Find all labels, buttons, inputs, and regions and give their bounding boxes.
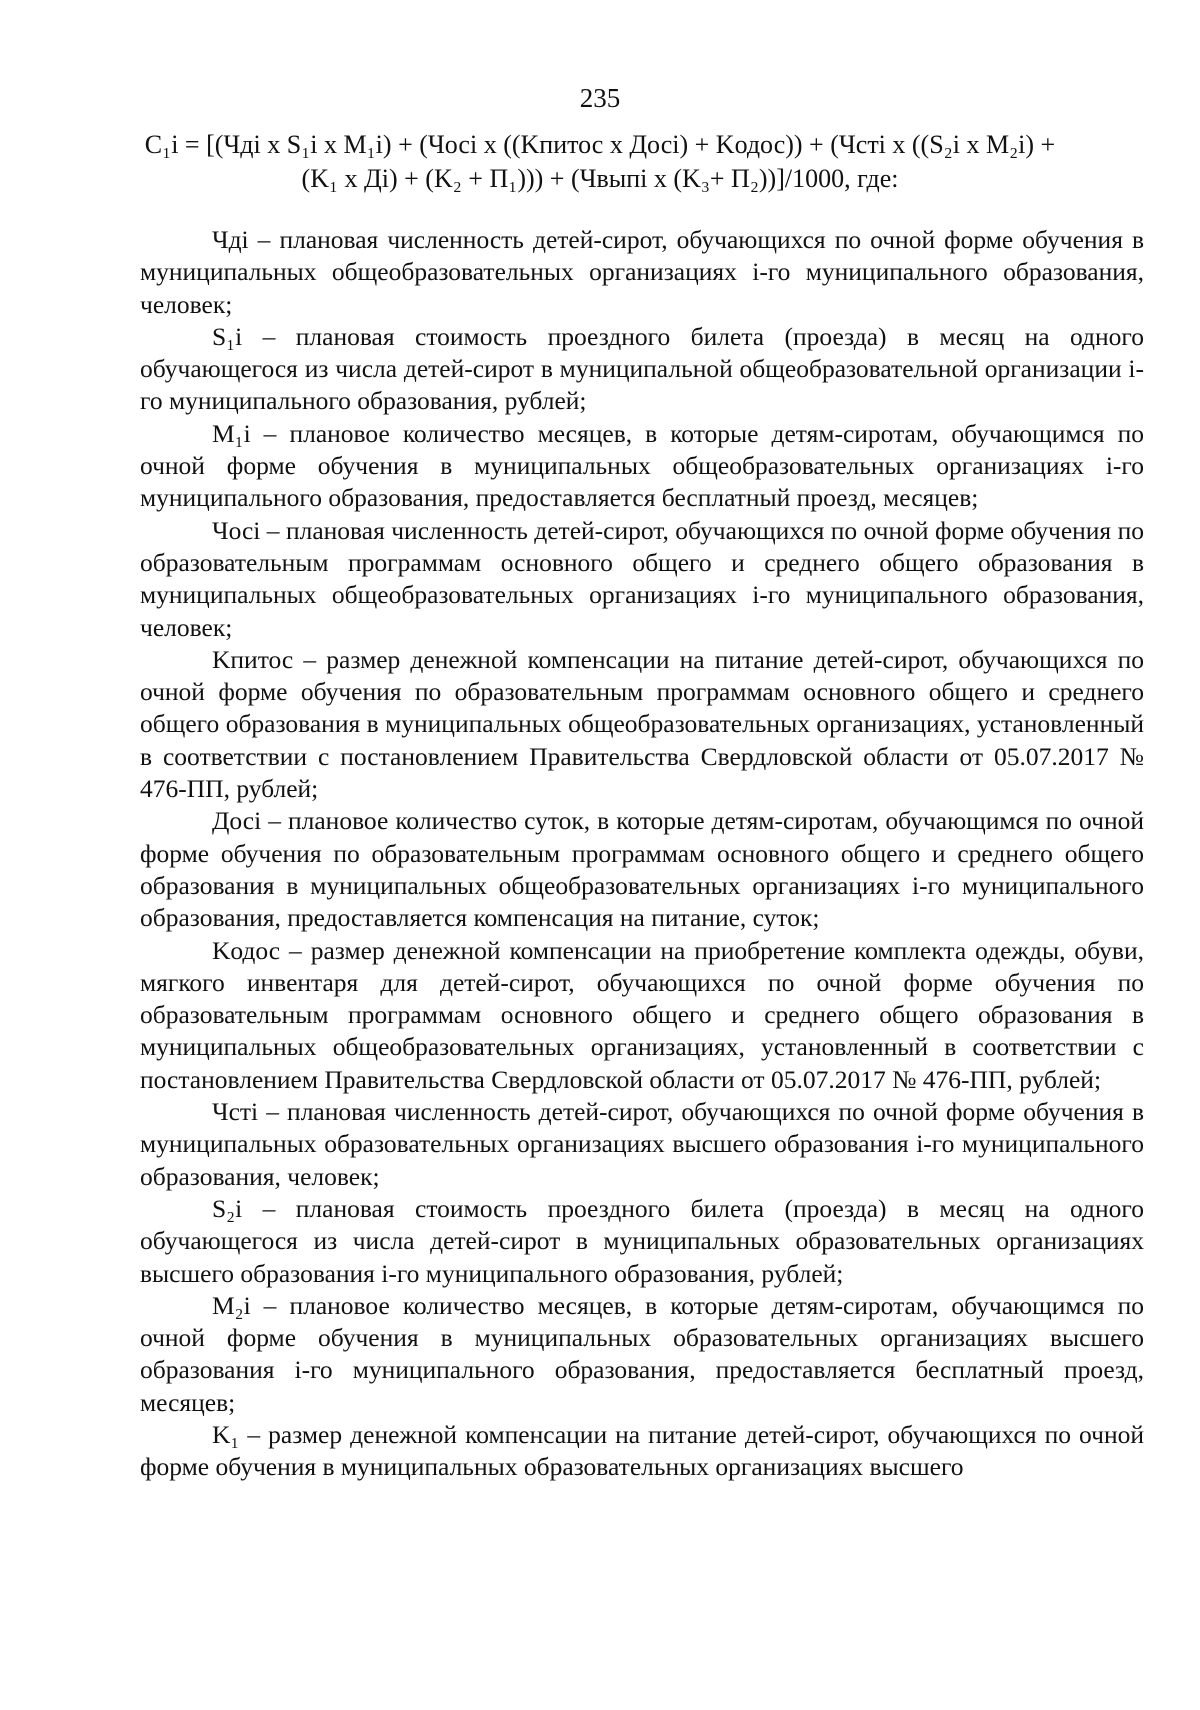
formula-line-2: (K₁ x Дi) + (K₂ + П₁))) + (Чвыпi x (K₃+ П₂))]/1000, где: xyxy=(301,164,899,193)
paragraph-chst: Чстi – плановая численность детей-сирот, обучающихся по очной форме обучения в муниципальных образовательных организациях высшего образования i-го муниципального образования, человек; xyxy=(140,1097,1144,1191)
paragraph-chd: Чдi – плановая численность детей-сирот, обучающихся по очной форме обучения в муниципальных общеобразовательных организациях i-го муниципального образования, человек; xyxy=(140,225,1144,319)
formula xyxy=(120,128,1080,196)
paragraph-m2: M₂i – плановое количество месяцев, в которые детям-сиротам, обучающимся по очной форме обучения в муниципальных образовательных организациях высшего образования i-го муниципального образования, предоставляется бесплатный проезд, месяцев; xyxy=(140,1290,1144,1417)
formula-line-1: C₁i = [(Чдi x S₁i x M₁i) + (Чосi x ((Kпитос x Досi) + Kодос)) + (Чстi x ((S₂i x M₂i) + xyxy=(144,130,1056,159)
document-body xyxy=(140,224,1144,1484)
paragraph-s2: S₂i – плановая стоимость проездного билета (проезда) в месяц на одного обучающегося из числа детей-сирот в муниципальных образовательных организациях высшего образования i-го муниципального образования, рублей; xyxy=(140,1193,1144,1288)
paragraph-k1: K₁ – размер денежной компенсации на питание детей-сирот, обучающихся по очной форме обучения в муниципальных образовательных организациях высшего xyxy=(140,1419,1144,1482)
paragraph-m1: M₁i – плановое количество месяцев, в которые детям-сиротам, обучающимся по очной форме обучения в муниципальных общеобразовательных организациях i-го муниципального образования, предоставляется бесплатный проезд, месяцев; xyxy=(140,418,1144,513)
page-number: 235 xyxy=(579,83,621,113)
paragraph-s1: S₁i – плановая стоимость проездного билета (проезда) в месяц на одного обучающегося из числа детей-сирот в муниципальной общеобразовательной организации i-го муниципального образования, рублей; xyxy=(140,321,1144,416)
paragraph-chos: Чосi – плановая численность детей-сирот, обучающихся по очной форме обучения по образовательным программам основного общего и среднего общего образования в муниципальных общеобразовательных организациях i-го муниципального образования, человек; xyxy=(140,515,1144,642)
paragraph-kpitos: Kпитос – размер денежной компенсации на питание детей-сирот, обучающихся по очной форме обучения по образовательным программам основного общего и среднего общего образования в муниципальных общеобразовательных организациях, установленный в соответствии с постановлением Правительства Свердловской области от 05.07.2017 № 476-ПП, рублей; xyxy=(140,644,1144,804)
paragraph-kodos: Kодос – размер денежной компенсации на приобретение комплекта одежды, обуви, мягкого инвентаря для детей-сирот, обучающихся по очной форме обучения по образовательным программам основного общего и среднего общего образования в муниципальных общеобразовательных организациях, установленный в соответствии с постановлением Правительства Свердловской области от 05.07.2017 № 476-ПП, рублей; xyxy=(140,935,1144,1094)
paragraph-dos: Досi – плановое количество суток, в которые детям-сиротам, обучающимся по очной форме обучения по образовательным программам основного общего и среднего общего образования в муниципальных общеобразовательных организациях i-го муниципального образования, предоставляется компенсация на питание, суток; xyxy=(140,806,1144,933)
